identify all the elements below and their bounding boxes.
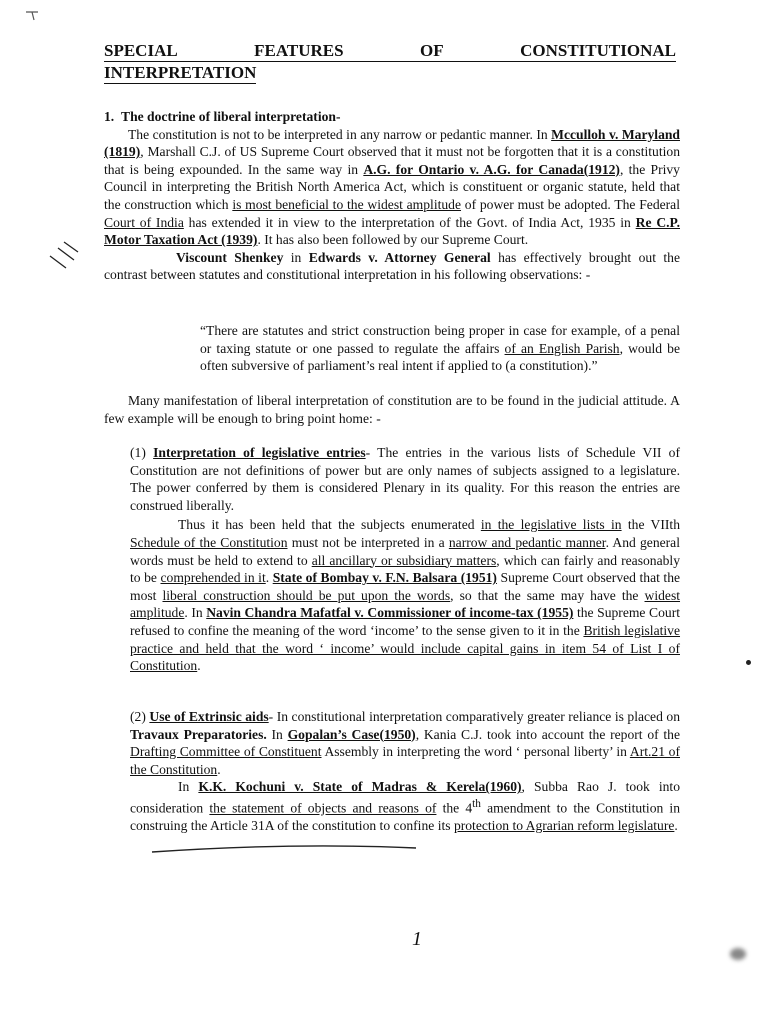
section-1 (104, 108, 680, 284)
title-word: SPECIAL (104, 41, 178, 60)
item-heading: Interpretation of legislative entries (153, 445, 366, 460)
dot-mark (746, 660, 751, 665)
case-citation: Mcculloh v. Maryland (1819) (104, 126, 680, 160)
paragraph: The constitution is not to be interpreted in any narrow or pedantic manner. In Mcculloh v. Maryland (1819), Marshall C.J. of US Supreme Court observed that it must not be forgotten that it is a constitution that is being expounded. In the same way in A.G. for Ontario v. A.G. for Canada(1912), the Privy Council in interpreting the British North America Act, which is constituent or organic statute, held that the construction which is most beneficial to the widest amplitude of power must be adopted. The Federal Court of India has extended it in view to the interpretation of the Govt. of India Act, 1935 in Re C.P. Motor Taxation Act (1939). It has also been followed by our Supreme Court. (104, 126, 680, 248)
section-heading-text: The doctrine of liberal interpretation- (121, 109, 341, 124)
case-citation: State of Bombay v. F.N. Balsara (1951) (272, 570, 497, 586)
margin-scribble (44, 238, 84, 278)
underline-stroke (150, 838, 420, 858)
title-word: CONSTITUTIONAL (520, 41, 676, 60)
paragraph: Viscount Shenkey in Edwards v. Attorney General has effectively brought out the contrast between statutes and constitutional interpretation in his following observations: - (104, 249, 680, 283)
case-citation: Re C.P. Motor Taxation Act (1939) (104, 214, 680, 248)
page-title (104, 40, 676, 84)
title-word: OF (420, 41, 444, 60)
title-line-2: INTERPRETATION (104, 63, 257, 82)
title-line-1 (104, 40, 676, 62)
item-heading: Use of Extrinsic aids (149, 709, 269, 724)
case-citation: Navin Chandra Mafatfal v. Commissioner of income-tax (1955) (206, 605, 574, 621)
title-word: FEATURES (254, 41, 344, 60)
paragraph: Many manifestation of liberal interpretation of constitution are to be found in the judicial attitude. A few example will be enough to bring point home: - (104, 393, 680, 426)
blockquote: “There are statutes and strict construction being proper in case for example, of a penal or taxing statute or one passed to regulate the affairs of an English Parish, would be often subversive of parliament’s real intent if applied to (a constitution).” (200, 323, 681, 374)
corner-mark (24, 6, 44, 22)
case-citation: K.K. Kochuni v. State of Madras & Kerela(1960) (198, 779, 522, 795)
case-citation: Gopalan’s Case(1950) (287, 726, 416, 742)
list-item: (1) Interpretation of legislative entries- The entries in the various lists of Schedule VII of Constitution are not definitions of power but are only names of subjects assigned to a legislature. The power conferred by them is considered Plenary in its quality. For this reason the entries are construed liberally. Thus it has been held that the subjects enumerated in the legislative lists in the VIIth Schedule of the Constitution must not be interpreted in a narrow and pedantic manner. And general words must be held to extend to all ancillary or subsidiary matters, which can fairly and reasonably to be comprehended in it. State of Bombay v. F.N. Balsara (1951) Supreme Court observed that the most liberal construction should be put upon the words, so that the same may have the widest amplitude. In Navin Chandra Mafatfal v. Commissioner of income-tax (1955) the Supreme Court refused to confine the meaning of the word ‘income’ to the sense given to it in the British legislative practice and held that the word ‘ income’ would include capital gains in item 54 of List I of Constitution. (130, 445, 681, 674)
page-number: 1 (412, 928, 422, 950)
case-citation: A.G. for Ontario v. A.G. for Canada(1912) (363, 161, 620, 177)
section-heading: 1. The doctrine of liberal interpretation- (104, 109, 341, 124)
list-item: (2) Use of Extrinsic aids- In constitutional interpretation comparatively greater reliance is placed on Travaux Preparatories. In Gopalan’s Case(1950), Kania C.J. took into account the report of the Drafting Committee of Constituent Assembly in interpreting the word ‘ personal liberty’ in Art.21 of the Constitution. In K.K. Kochuni v. State of Madras & Kerela(1960), Subba Rao J. took into consideration the statement of objects and reasons of the 4th amendment to the Constitution in construing the Article 31A of the constitution to confine its protection to Agrarian reform legislature. (130, 709, 681, 834)
smudge-mark (730, 948, 746, 960)
